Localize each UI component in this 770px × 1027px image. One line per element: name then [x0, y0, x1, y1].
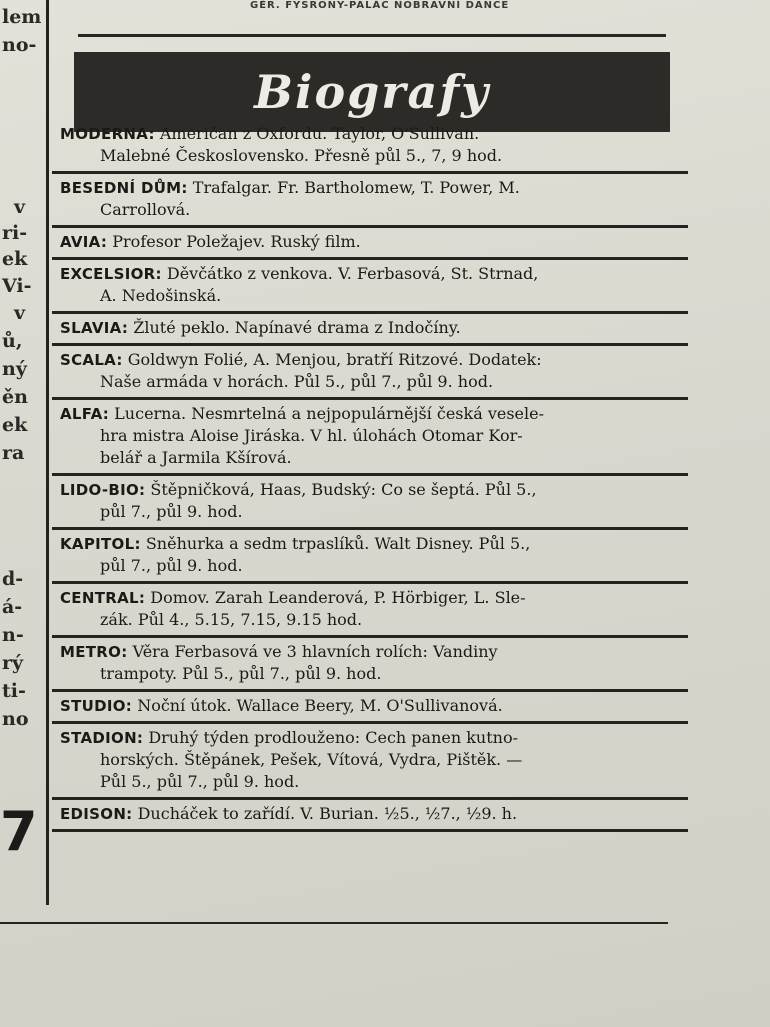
cinema-listings — [52, 120, 688, 832]
listing-entry — [52, 800, 688, 832]
listing-text: Domov. Zarah Leanderová, P. Hörbiger, L. Sle- — [150, 588, 526, 607]
listing-text: Noční útok. Wallace Beery, M. O'Sullivanová. — [137, 696, 503, 715]
listing-entry — [52, 692, 688, 724]
listing-entry — [52, 724, 688, 800]
listing-entry — [52, 400, 688, 476]
listing-entry — [52, 476, 688, 530]
listing-text: trampoty. Půl 5., půl 7., půl 9. hod. — [100, 664, 382, 683]
fragment: á- — [2, 596, 23, 618]
listing-entry — [52, 260, 688, 314]
listing-text: půl 7., půl 9. hod. — [100, 556, 243, 575]
listing-text: Profesor Poležajev. Ruský film. — [112, 232, 361, 251]
venue-name: STADION: — [60, 729, 144, 747]
listing-text: zák. Půl 4., 5.15, 7.15, 9.15 hod. — [100, 610, 363, 629]
listing-text: Malebné Československo. Přesně půl 5., 7, 9 hod. — [100, 146, 503, 165]
fragment: Vi- — [2, 275, 32, 297]
listing-entry — [52, 120, 688, 174]
listing-text: Ducháček to zařídí. V. Burian. ½5., ½7., ½9. h. — [137, 804, 518, 823]
listing-text: Štěpničková, Haas, Budský: Co se šeptá. Půl 5., — [150, 480, 537, 499]
fragment: ti- — [2, 680, 26, 702]
column-divider — [46, 0, 49, 905]
listing-entry — [52, 228, 688, 260]
listing-text: Trafalgar. Fr. Bartholomew, T. Power, M. — [192, 178, 520, 197]
listing-text: belář a Jarmila Kšírová. — [100, 448, 292, 467]
fragment: ek — [2, 414, 28, 436]
venue-name: SLAVIA: — [60, 319, 129, 337]
listing-text: Carrollová. — [100, 200, 191, 219]
venue-name: AVIA: — [60, 233, 108, 251]
listing-text: Děvčátko z venkova. V. Ferbasová, St. Strnad, — [166, 264, 539, 283]
fragment: no — [2, 708, 29, 730]
listing-entry — [52, 638, 688, 692]
listing-text: Američan z Oxfordu. Taylor, O'Sullivan. — [159, 124, 480, 143]
venue-name: EDISON: — [60, 805, 133, 823]
listing-entry — [52, 174, 688, 228]
section-title: Biografy — [254, 65, 490, 119]
masthead-fragment: GĚR. FYSRONY-PALÁC NOBRAVNÍ DANCE — [250, 0, 510, 11]
listing-text: A. Nedošinská. — [100, 286, 222, 305]
venue-name: KAPITOL: — [60, 535, 141, 553]
bottom-rule — [0, 922, 668, 924]
venue-name: CENTRAL: — [60, 589, 146, 607]
listing-entry — [52, 346, 688, 400]
fragment: ný — [2, 358, 27, 380]
listing-text: Žluté peklo. Napínavé drama z Indočíny. — [133, 318, 461, 337]
listing-text: horských. Štěpánek, Pešek, Vítová, Vydra, Pištěk. — — [100, 750, 523, 769]
fragment: v — [14, 196, 26, 218]
fragment: ra — [2, 442, 25, 464]
listing-text: Druhý týden prodlouženo: Cech panen kutno- — [148, 728, 519, 747]
top-rule — [78, 34, 666, 37]
venue-name: MODERNA: — [60, 125, 155, 143]
venue-name: STUDIO: — [60, 697, 133, 715]
fragment: v — [14, 302, 26, 324]
listing-text: Lucerna. Nesmrtelná a nejpopulárnější česká vesele- — [114, 404, 545, 423]
venue-name: LIDO-BIO: — [60, 481, 146, 499]
listing-text: půl 7., půl 9. hod. — [100, 502, 243, 521]
listing-entry — [52, 530, 688, 584]
venue-name: SCALA: — [60, 351, 123, 369]
fragment: ěn — [2, 386, 28, 408]
fragment: ů, — [2, 330, 23, 352]
listing-text: Goldwyn Folié, A. Menjou, bratří Ritzové. Dodatek: — [127, 350, 542, 369]
listing-text: Půl 5., půl 7., půl 9. hod. — [100, 772, 300, 791]
page-number-fragment: 7 — [0, 800, 38, 863]
venue-name: BESEDNÍ DŮM: — [60, 179, 188, 197]
listing-entry — [52, 314, 688, 346]
listing-text: Sněhurka a sedm trpaslíků. Walt Disney. Půl 5., — [145, 534, 531, 553]
venue-name: EXCELSIOR: — [60, 265, 162, 283]
listing-text: Naše armáda v horách. Půl 5., půl 7., půl 9. hod. — [100, 372, 494, 391]
fragment: rý — [2, 652, 24, 674]
fragment: no- — [2, 34, 37, 56]
listing-text: Věra Ferbasová ve 3 hlavních rolích: Vandiny — [132, 642, 498, 661]
fragment: ek — [2, 248, 28, 270]
left-column-fragments — [0, 0, 44, 930]
fragment: ri- — [2, 222, 28, 244]
fragment: lem — [2, 6, 42, 28]
fragment: n- — [2, 624, 24, 646]
listing-text: hra mistra Aloise Jiráska. V hl. úlohách Otomar Kor- — [100, 426, 523, 445]
venue-name: METRO: — [60, 643, 128, 661]
fragment: d- — [2, 568, 24, 590]
venue-name: ALFA: — [60, 405, 110, 423]
listing-entry — [52, 584, 688, 638]
